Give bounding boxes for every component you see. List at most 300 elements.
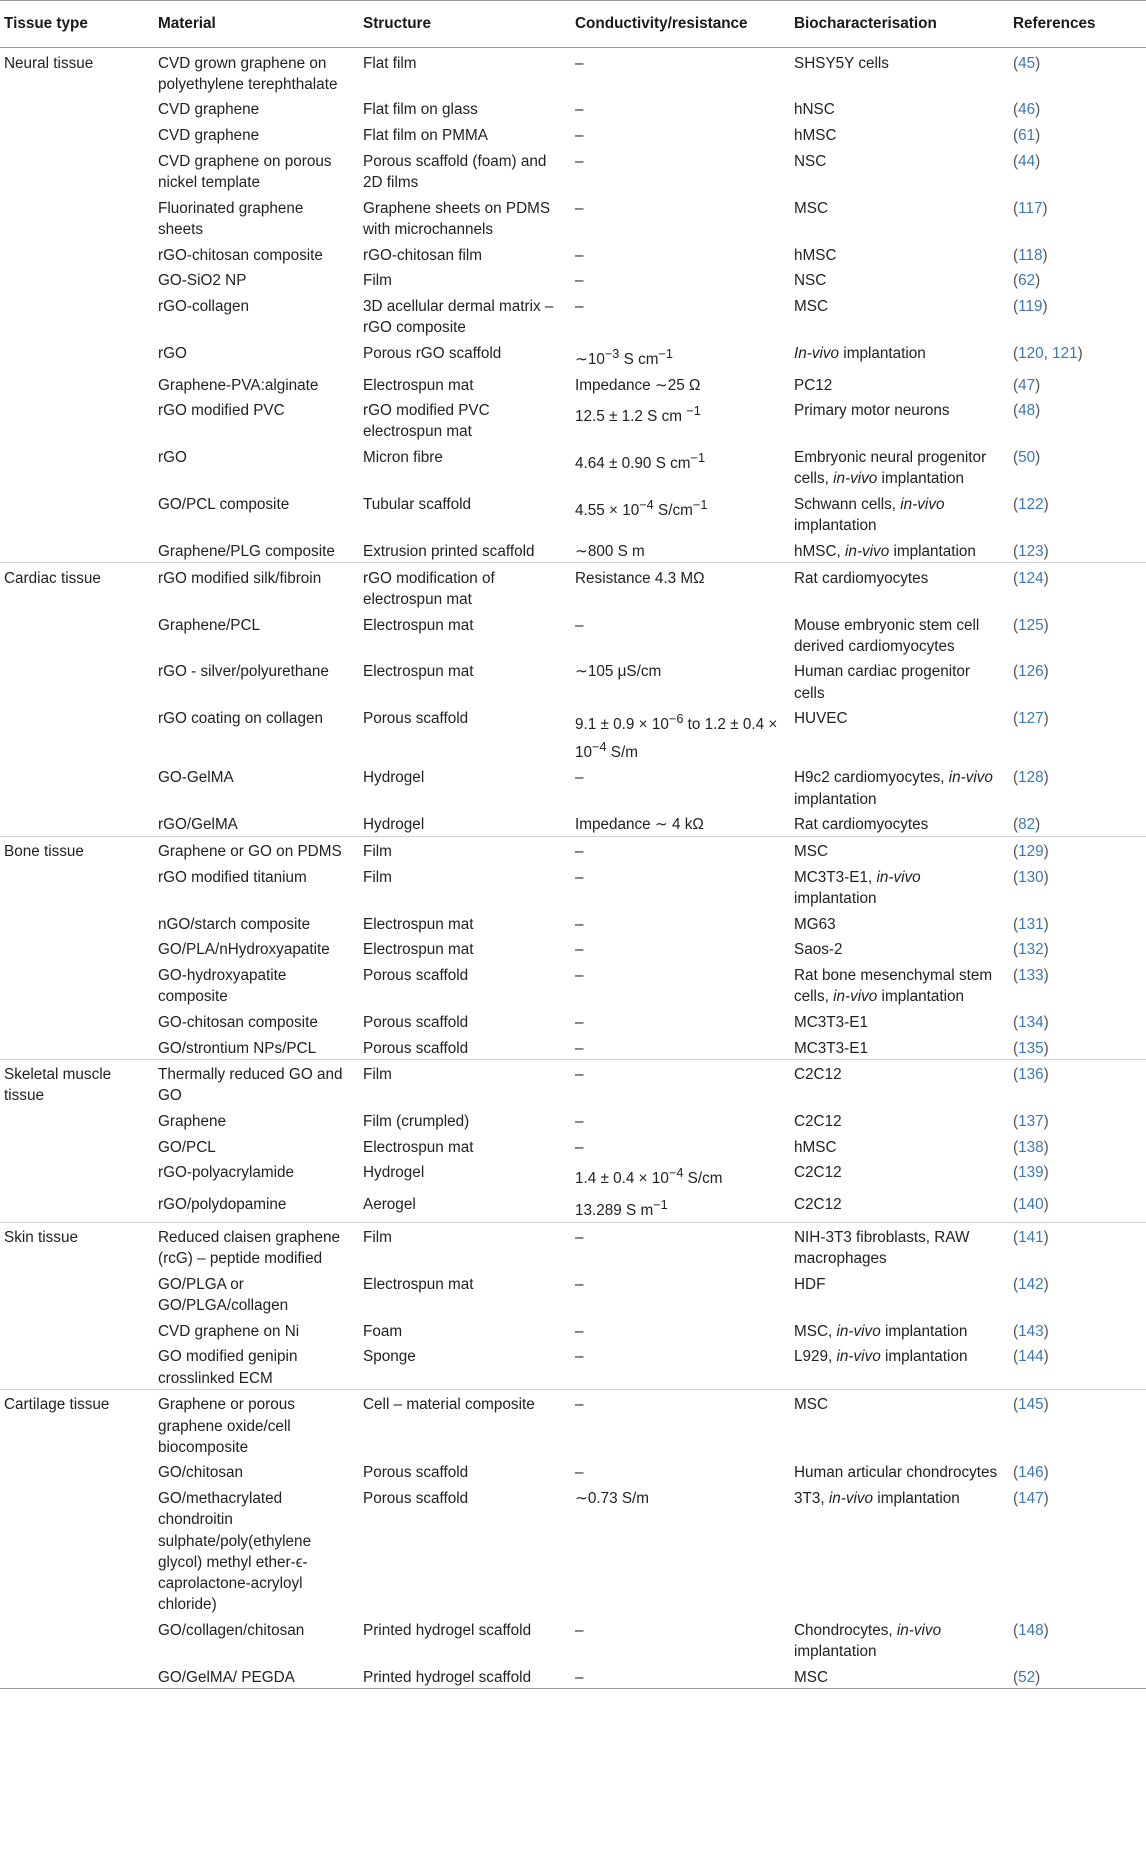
cell-conductivity: – (575, 1348, 584, 1366)
cell-material: CVD graphene on porous nickel template (158, 152, 332, 191)
reference-link[interactable]: 139 (1018, 1164, 1044, 1182)
reference-link[interactable]: 143 (1018, 1322, 1044, 1340)
cell-material: rGO/GelMA (158, 816, 238, 834)
table-row (0, 810, 1146, 836)
table-row (0, 909, 1146, 935)
cell-references: (138) (1013, 1138, 1049, 1156)
cell-conductivity: Impedance ∼25 Ω (575, 376, 701, 394)
reference-link[interactable]: 145 (1018, 1396, 1044, 1414)
cell-tissue-type (0, 339, 154, 371)
cell-material: CVD graphene (158, 101, 260, 119)
table-row (0, 490, 1146, 537)
cell-references: (120, 121) (1013, 344, 1083, 362)
cell-material: GO/methacrylated chondroitin sulphate/poly(ethylene glycol) methyl ether-ϵ-caprolactone-acryloyl chloride) (158, 1490, 312, 1614)
cell-tissue-type (0, 704, 154, 763)
cell-conductivity: – (575, 101, 584, 119)
cell-structure: Film (359, 836, 571, 862)
cell-references: (117) (1013, 199, 1048, 217)
cell-biocharacterisation: hMSC (794, 246, 837, 264)
cell-structure: Hydrogel (363, 769, 425, 787)
cell-conductivity: ∼800 S m (575, 542, 645, 560)
table-row (0, 1342, 1146, 1389)
cell-conductivity: – (575, 199, 584, 217)
cell-structure: Electrospun mat (363, 376, 474, 394)
cell-tissue-type (0, 1317, 154, 1343)
header-references: References (1013, 15, 1096, 32)
cell-references: (148) (1013, 1621, 1049, 1639)
reference-link[interactable]: 135 (1018, 1039, 1044, 1057)
reference-link[interactable]: 52 (1018, 1668, 1036, 1686)
cell-tissue-type (0, 1662, 154, 1688)
cell-conductivity: – (575, 1039, 584, 1057)
cell-tissue-type (0, 266, 154, 292)
cell-tissue-type (0, 657, 154, 704)
reference-link[interactable]: 148 (1018, 1621, 1044, 1639)
cell-references: (141) (1009, 1222, 1146, 1269)
cell-references: (123) (1013, 542, 1049, 560)
cell-material: nGO/starch composite (158, 915, 311, 933)
cell-material: rGO modified PVC (158, 402, 285, 420)
cell-biocharacterisation: hNSC (794, 101, 835, 119)
cell-tissue-type (0, 1008, 154, 1034)
cell-biocharacterisation: hMSC (794, 1138, 837, 1156)
cell-conductivity: – (575, 769, 584, 787)
cell-references: (127) (1013, 710, 1049, 728)
table-row (0, 292, 1146, 339)
cell-biocharacterisation: In-vivo implantation (794, 344, 926, 362)
cell-material: Graphene (158, 1113, 227, 1131)
cell-structure: Electrospun mat (363, 616, 474, 634)
cell-tissue-type (0, 490, 154, 537)
cell-references: (139) (1013, 1164, 1049, 1182)
cell-conductivity: – (575, 915, 584, 933)
table-row (0, 443, 1146, 490)
cell-conductivity: – (575, 1322, 584, 1340)
reference-link[interactable]: 125 (1018, 616, 1044, 634)
cell-tissue-type (0, 862, 154, 909)
reference-link[interactable]: 47 (1018, 376, 1036, 394)
cell-biocharacterisation: hMSC (794, 127, 837, 145)
cell-tissue-type (0, 240, 154, 266)
reference-link[interactable]: 48 (1018, 402, 1036, 420)
cell-references: (122) (1013, 496, 1049, 514)
cell-conductivity: 13.289 S $m^{-1}$ (575, 1197, 668, 1220)
cell-references: (146) (1013, 1464, 1049, 1482)
cell-tissue-type (0, 763, 154, 810)
cell-structure: Porous scaffold (363, 966, 469, 984)
cell-biocharacterisation: Embryonic neural progenitor cells, in-vivo implantation (794, 449, 987, 488)
reference-link[interactable]: 117 (1018, 199, 1043, 217)
cell-biocharacterisation: Human cardiac progenitor cells (794, 663, 971, 702)
reference-link[interactable]: 132 (1018, 941, 1044, 959)
cell-conductivity: – (571, 1059, 790, 1106)
header-tissue-type: Tissue type (4, 15, 88, 32)
cell-material: rGO-polyacrylamide (158, 1164, 295, 1182)
cell-conductivity: – (575, 1464, 584, 1482)
cell-conductivity: 4.64 ± 0.90 S $cm^{-1}$ (575, 450, 706, 473)
table-row (0, 1270, 1146, 1317)
cell-tissue-type (0, 810, 154, 836)
table-row (0, 1132, 1146, 1158)
reference-link[interactable]: 141 (1018, 1229, 1044, 1247)
header-structure: Structure (363, 15, 431, 32)
cell-material: CVD graphene on Ni (158, 1322, 300, 1340)
cell-references: (50) (1013, 449, 1041, 467)
cell-conductivity: – (575, 941, 584, 959)
reference-link[interactable]: 137 (1018, 1113, 1044, 1131)
cell-biocharacterisation: Human articular chondrocytes (794, 1464, 998, 1482)
cell-tissue-type (0, 193, 154, 240)
cell-structure: Sponge (363, 1348, 416, 1366)
reference-link[interactable]: 62 (1018, 272, 1036, 290)
cell-references: (147) (1013, 1490, 1049, 1508)
cell-structure: Hydrogel (363, 1164, 425, 1182)
reference-link[interactable]: 126 (1018, 663, 1044, 681)
cell-biocharacterisation: Rat bone mesenchymal stem cells, in-vivo implantation (794, 966, 993, 1006)
cell-structure: Extrusion printed scaffold (363, 542, 535, 560)
cell-structure: Foam (363, 1322, 403, 1340)
cell-tissue-type (0, 610, 154, 657)
cell-references: (143) (1013, 1322, 1049, 1340)
cell-conductivity: – (575, 297, 584, 315)
table-row (0, 266, 1146, 292)
cell-references: (128) (1013, 769, 1049, 787)
cell-conductivity: – (575, 54, 584, 72)
cell-biocharacterisation: Schwann cells, in-vivo implantation (794, 496, 945, 535)
cell-tissue-type: Bone tissue (0, 836, 154, 862)
table-row (0, 1107, 1146, 1133)
cell-references: (46) (1013, 101, 1041, 119)
table-row (0, 610, 1146, 657)
cell-references: (142) (1013, 1275, 1049, 1293)
reference-link[interactable]: 127 (1018, 710, 1044, 728)
cell-material: GO-hydroxyapatite composite (158, 966, 287, 1006)
cell-structure: Flat film (363, 54, 417, 72)
reference-link[interactable]: 44 (1018, 152, 1036, 170)
reference-link[interactable]: 138 (1018, 1138, 1044, 1156)
cell-material: Graphene/PLG composite (158, 542, 335, 560)
reference-link[interactable]: 129 (1018, 842, 1044, 860)
cell-material: rGO (158, 344, 187, 362)
cell-conductivity: – (575, 1113, 584, 1131)
cell-biocharacterisation: C2C12 (794, 1164, 842, 1182)
cell-structure: Film (363, 272, 392, 290)
cell-conductivity: – (575, 1013, 584, 1031)
cell-structure: Porous scaffold (foam) and 2D films (363, 152, 547, 191)
cell-material: GO-SiO2 NP (158, 272, 247, 290)
cell-biocharacterisation: MSC (794, 199, 828, 217)
reference-link[interactable]: 133 (1018, 966, 1044, 984)
cell-biocharacterisation: H9c2 cardiomyocytes, in-vivo implantation (794, 769, 993, 808)
table-row (0, 396, 1146, 443)
cell-references: (129) (1009, 836, 1146, 862)
table-row (0, 121, 1146, 147)
cell-tissue-type (0, 909, 154, 935)
cell-material: Graphene-PVA:alginate (158, 376, 319, 394)
cell-structure: Porous scaffold (363, 710, 469, 728)
cell-tissue-type: Skeletal muscle tissue (0, 1059, 154, 1106)
cell-tissue-type (0, 443, 154, 490)
cell-references: (133) (1013, 966, 1049, 984)
cell-structure: rGO modification of electrospun mat (359, 563, 571, 610)
cell-structure: Electrospun mat (363, 941, 474, 959)
table-row (0, 537, 1146, 563)
reference-link[interactable]: 144 (1018, 1348, 1044, 1366)
cell-material: rGO-collagen (158, 297, 249, 315)
cell-material: GO/GelMA/ PEGDA (154, 1662, 359, 1688)
table-row (0, 1390, 1146, 1459)
cell-material: rGO (158, 449, 187, 467)
cell-structure: Film (363, 868, 392, 886)
cell-material: GO/PCL (158, 1138, 216, 1156)
cell-material: rGO/polydopamine (158, 1196, 287, 1214)
cell-structure: Porous rGO scaffold (363, 344, 502, 362)
cell-structure: Film (crumpled) (363, 1113, 470, 1131)
cell-references: (126) (1013, 663, 1049, 681)
cell-conductivity: Resistance 4.3 MΩ (571, 563, 790, 610)
cell-references: (137) (1013, 1113, 1049, 1131)
table-row (0, 95, 1146, 121)
cell-biocharacterisation: 3T3, in-vivo implantation (794, 1490, 960, 1508)
cell-material: Graphene/PCL (158, 616, 261, 634)
cell-tissue-type (0, 1270, 154, 1317)
cell-tissue-type (0, 396, 154, 443)
cell-conductivity: Impedance ∼ 4 kΩ (575, 816, 704, 834)
cell-tissue-type (0, 1484, 154, 1616)
table-row (0, 961, 1146, 1008)
table-row (0, 1458, 1146, 1484)
cell-biocharacterisation: MSC, in-vivo implantation (794, 1322, 968, 1340)
cell-structure: Tubular scaffold (363, 496, 471, 514)
table-row (0, 1158, 1146, 1190)
cell-references: (45) (1013, 54, 1041, 72)
cell-biocharacterisation: hMSC, in-vivo implantation (794, 542, 976, 560)
cell-structure: Film (359, 1059, 571, 1106)
cell-references: (119) (1013, 297, 1048, 315)
cell-biocharacterisation: Rat cardiomyocytes (794, 816, 929, 834)
cell-structure: Porous scaffold (363, 1013, 469, 1031)
cell-conductivity: – (575, 868, 584, 886)
cell-material: Graphene or GO on PDMS (154, 836, 359, 862)
cell-conductivity: 12.5 ± 1.2 S cm $^{-1}$ (575, 403, 701, 426)
cell-conductivity: – (575, 616, 584, 634)
table-row (0, 193, 1146, 240)
reference-link[interactable]: 46 (1018, 101, 1036, 119)
cell-structure: Printed hydrogel scaffold (359, 1662, 571, 1688)
cell-conductivity: – (571, 1390, 790, 1459)
cell-biocharacterisation: Chondrocytes, in-vivo implantation (794, 1621, 942, 1661)
cell-conductivity: $\sim 10^{-3}$ S $cm^{-1}$ (575, 345, 674, 368)
cell-tissue-type: Cardiac tissue (0, 563, 154, 610)
cell-biocharacterisation: HUVEC (794, 710, 848, 728)
table-row (0, 563, 1146, 610)
reference-link[interactable]: 119 (1018, 297, 1043, 315)
cell-material: GO/collagen/chitosan (158, 1621, 305, 1639)
table-row (0, 862, 1146, 909)
reference-link[interactable]: 147 (1018, 1490, 1044, 1508)
cell-conductivity: ∼0.73 S/m (575, 1490, 650, 1508)
cell-biocharacterisation: PC12 (794, 376, 833, 394)
table-row (0, 1059, 1146, 1106)
header-row (0, 1, 1146, 48)
reference-link[interactable]: 130 (1018, 868, 1044, 886)
cell-references: (62) (1013, 272, 1041, 290)
table-row (0, 763, 1146, 810)
cell-material: Graphene or porous graphene oxide/cell biocomposite (154, 1390, 359, 1459)
cell-material: GO modified genipin crosslinked ECM (158, 1348, 298, 1387)
header-biocharacterisation: Biocharacterisation (794, 15, 937, 32)
cell-references: (132) (1013, 941, 1049, 959)
cell-conductivity: – (575, 966, 584, 984)
cell-conductivity: – (575, 246, 584, 264)
reference-link[interactable]: 136 (1018, 1066, 1044, 1084)
cell-references: (118) (1013, 246, 1048, 264)
cell-biocharacterisation: MSC (790, 836, 1009, 862)
cell-conductivity: – (575, 127, 584, 145)
table-row (0, 1484, 1146, 1616)
cell-references: (136) (1009, 1059, 1146, 1106)
cell-conductivity: $1.4 \pm 0.4 \times 10^{-4}$ S/cm (575, 1165, 723, 1188)
cell-biocharacterisation: MC3T3-E1 (794, 1039, 868, 1057)
cell-material: GO/chitosan (158, 1464, 244, 1482)
cell-structure: Electrospun mat (363, 1138, 474, 1156)
cell-references: (131) (1013, 915, 1049, 933)
cell-tissue-type (0, 1458, 154, 1484)
reference-link[interactable]: 120 (1018, 344, 1044, 362)
cell-structure: Film (359, 1222, 571, 1269)
cell-conductivity: $9.1 \pm 0.9 \times 10^{-6}$ to $1.2 \pm 0.4 \times 10^{-4}$ S/m (575, 711, 778, 761)
table-row (0, 146, 1146, 193)
cell-tissue-type (0, 1107, 154, 1133)
cell-material: Fluorinated graphene sheets (158, 199, 304, 238)
cell-biocharacterisation: Saos-2 (794, 941, 843, 959)
cell-tissue-type (0, 1158, 154, 1190)
cell-references: (140) (1013, 1196, 1049, 1214)
cell-material: rGO - silver/polyurethane (158, 663, 329, 681)
table-row (0, 339, 1146, 371)
reference-link[interactable]: 45 (1018, 54, 1036, 72)
reference-link[interactable]: 121 (1052, 344, 1078, 362)
reference-link[interactable]: 134 (1018, 1013, 1044, 1031)
cell-tissue-type (0, 1132, 154, 1158)
cell-conductivity: – (575, 272, 584, 290)
cell-biocharacterisation: C2C12 (794, 1196, 842, 1214)
cell-biocharacterisation: L929, in-vivo implantation (794, 1348, 968, 1366)
cell-structure: Electrospun mat (363, 663, 474, 681)
reference-link[interactable]: 140 (1018, 1196, 1044, 1214)
table-row (0, 935, 1146, 961)
cell-tissue-type: Skin tissue (0, 1222, 154, 1269)
cell-references: (124) (1009, 563, 1146, 610)
cell-biocharacterisation: C2C12 (790, 1059, 1009, 1106)
cell-structure: Aerogel (363, 1196, 416, 1214)
cell-structure: Printed hydrogel scaffold (363, 1621, 532, 1639)
table-row (0, 1662, 1146, 1688)
cell-references: (144) (1013, 1348, 1049, 1366)
cell-material: Thermally reduced GO and GO (154, 1059, 359, 1106)
cell-structure: Electrospun mat (363, 915, 474, 933)
cell-conductivity: $4.55 \times 10^{-4}$ $S/cm^{-1}$ (575, 497, 708, 520)
cell-conductivity: – (575, 1138, 584, 1156)
table-row (0, 1616, 1146, 1663)
cell-material: CVD graphene (158, 127, 260, 145)
table-row (0, 657, 1146, 704)
cell-material: GO/PCL composite (158, 496, 290, 514)
cell-material: CVD grown graphene on polyethylene terephthalate (158, 54, 338, 93)
cell-references: (47) (1013, 376, 1041, 394)
cell-tissue-type (0, 292, 154, 339)
cell-biocharacterisation: NIH-3T3 fibroblasts, RAW macrophages (790, 1222, 1009, 1269)
header-material: Material (158, 15, 216, 32)
cell-references: (130) (1013, 868, 1049, 886)
reference-link[interactable]: 124 (1018, 569, 1044, 587)
cell-tissue-type (0, 961, 154, 1008)
cell-material: GO/PLA/nHydroxyapatite (158, 941, 330, 959)
reference-link[interactable]: 146 (1018, 1464, 1044, 1482)
cell-biocharacterisation: HDF (794, 1275, 826, 1293)
cell-structure: Hydrogel (363, 816, 425, 834)
cell-conductivity: – (571, 1222, 790, 1269)
cell-tissue-type (0, 1033, 154, 1059)
cell-biocharacterisation: MSC (790, 1390, 1009, 1459)
cell-structure: Electrospun mat (363, 1275, 474, 1293)
cell-biocharacterisation: C2C12 (794, 1113, 842, 1131)
table-row (0, 48, 1146, 95)
reference-link[interactable]: 118 (1018, 246, 1043, 264)
cell-material: rGO coating on collagen (158, 710, 323, 728)
reference-link[interactable]: 128 (1018, 769, 1044, 787)
cell-tissue-type (0, 370, 154, 396)
cell-structure: Micron fibre (363, 449, 443, 467)
cell-material: Reduced claisen graphene (rcG) – peptide modified (154, 1222, 359, 1269)
cell-references: (125) (1013, 616, 1049, 634)
cell-conductivity: – (571, 836, 790, 862)
cell-tissue-type (0, 95, 154, 121)
cell-biocharacterisation: SHSY5Y cells (794, 54, 889, 72)
table-row (0, 1317, 1146, 1343)
reference-link[interactable]: 123 (1018, 542, 1044, 560)
reference-link[interactable]: 50 (1018, 449, 1036, 467)
cell-material: GO-chitosan composite (158, 1013, 318, 1031)
reference-link[interactable]: 122 (1018, 496, 1044, 514)
reference-link[interactable]: 142 (1018, 1275, 1044, 1293)
cell-structure: rGO-chitosan film (363, 246, 482, 264)
cell-tissue-type: Cartilage tissue (0, 1390, 154, 1459)
reference-link[interactable]: 131 (1018, 915, 1044, 933)
cell-biocharacterisation: Rat cardiomyocytes (790, 563, 1009, 610)
cell-tissue-type (0, 537, 154, 563)
cell-conductivity: – (575, 1275, 584, 1293)
reference-link[interactable]: 82 (1018, 816, 1036, 834)
cell-references: (48) (1013, 402, 1041, 420)
cell-references: (82) (1013, 816, 1041, 834)
cell-material: GO/strontium NPs/PCL (158, 1039, 317, 1057)
reference-link[interactable]: 61 (1018, 127, 1036, 145)
cell-tissue-type (0, 121, 154, 147)
table-body (0, 48, 1146, 1689)
table-row (0, 1190, 1146, 1222)
cell-biocharacterisation: MSC (790, 1662, 1009, 1688)
table-header (0, 1, 1146, 48)
cell-references: (52) (1009, 1662, 1146, 1688)
table-row (0, 1008, 1146, 1034)
cell-material: rGO-chitosan composite (158, 246, 323, 264)
table-row (0, 240, 1146, 266)
cell-conductivity: – (575, 152, 584, 170)
cell-biocharacterisation: Primary motor neurons (794, 402, 950, 420)
cell-biocharacterisation: Mouse embryonic stem cell derived cardiomyocytes (794, 616, 980, 655)
cell-material: rGO modified silk/fibroin (154, 563, 359, 610)
